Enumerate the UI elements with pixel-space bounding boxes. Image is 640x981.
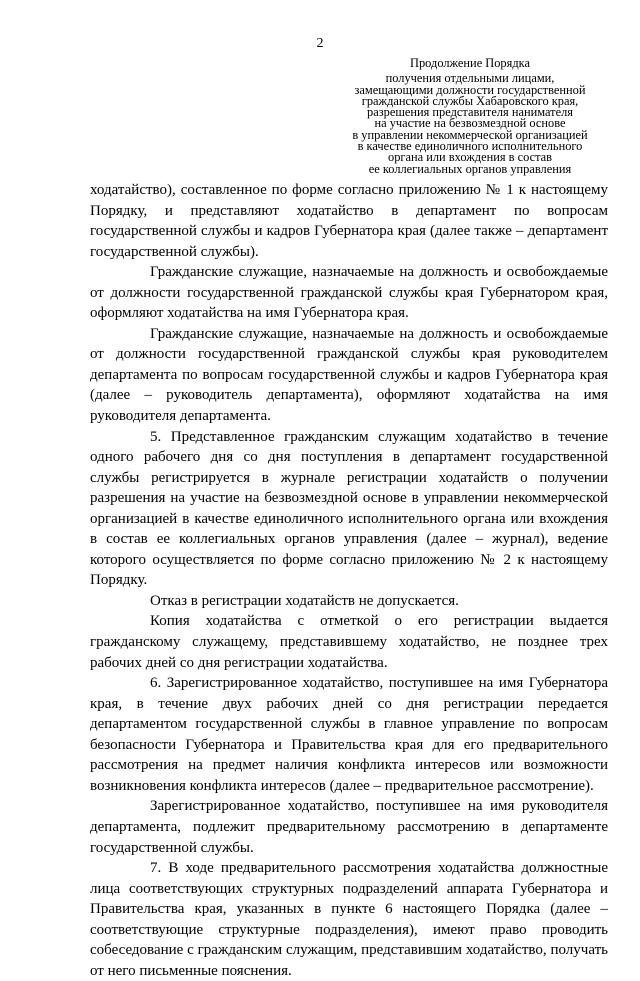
- header-line: ее коллегиальных органов управления: [368, 161, 572, 176]
- header-line: замещающими должности государственной: [354, 82, 586, 97]
- header-line: в качестве единоличного исполнительного: [357, 139, 583, 154]
- document-body: [90, 180, 608, 981]
- header-line: на участие на безвозмездной основе: [374, 116, 566, 131]
- body-paragraph: Копия ходатайства с отметкой о его регистрации выдается гражданскому служащему, представившему ходатайство, не позднее трех рабочих дней со дня регистрации ходатайства.: [90, 613, 608, 671]
- header-line: гражданской службы Хабаровского края,: [361, 93, 579, 108]
- document-header: [335, 58, 605, 175]
- body-paragraph: ходатайство), составленное по форме согласно приложению № 1 к настоящему Порядку, и представляют ходатайство в департамент по вопросам государственной службы и кадров Губернатора края (далее также – департамент государственной службы).: [90, 182, 608, 260]
- header-line: в управлении некоммерческой организацией: [352, 127, 588, 142]
- page-number: 2: [316, 36, 324, 51]
- body-paragraph: Гражданские служащие, назначаемые на должность и освобождаемые от должности государственной гражданской службы края руководителем департамента по вопросам государственной службы и кадров Губернатора края (далее – руководитель департамента), оформляют ходатайства на имя руководителя департамента.: [90, 325, 608, 425]
- header-title: Продолжение Порядка: [410, 56, 530, 70]
- body-paragraph: 6. Зарегистрированное ходатайство, поступившее на имя Губернатора края, в течение двух рабочих дней со дня регистрации передается департаментом государственной службы в главное управление по вопросам безопасности Губернатора и Правительства края для его предварительного рассмотрения на предмет наличия конфликта интересов или возможности возникновения конфликта интересов (далее – предварительное рассмотрение).: [90, 675, 608, 794]
- body-paragraph: 7. В ходе предварительного рассмотрения ходатайства должностные лица соответствующих структурных подразделений аппарата Губернатора и Правительства края, указанных в пункте 6 настоящего Порядка (далее – соответствующие структурные подразделения), имеют право проводить собеседование с гражданским служащим, представившим ходатайство, получать от него письменные пояснения.: [90, 860, 608, 979]
- body-paragraph: Отказ в регистрации ходатайств не допускается.: [150, 592, 459, 609]
- body-paragraph: Гражданские служащие, назначаемые на должность и освобождаемые от должности государственной гражданской службы края Губернатором края, оформляют ходатайства на имя Губернатора края.: [90, 264, 608, 322]
- header-line: разрешения представителя нанимателя: [367, 105, 573, 120]
- body-paragraph: Зарегистрированное ходатайство, поступившее на имя руководителя департамента, подлежит предварительному рассмотрению в департаменте государственной службы.: [90, 798, 608, 856]
- header-line: получения отдельными лицами,: [385, 71, 555, 86]
- body-paragraph: 5. Представленное гражданским служащим ходатайство в течение одного рабочего дня со дня поступления в департамент государственной службы регистрируется в журнале регистрации ходатайств о получении разрешения на участие на безвозмездной основе в управлении некоммерческой организацией в качестве единоличного исполнительного органа или вхождения в состав ее коллегиальных органов управления (далее – журнал), ведение которого осуществляется по форме согласно приложению № 2 к настоящему Порядку.: [90, 428, 608, 589]
- header-line: органа или вхождения в состав: [388, 150, 552, 165]
